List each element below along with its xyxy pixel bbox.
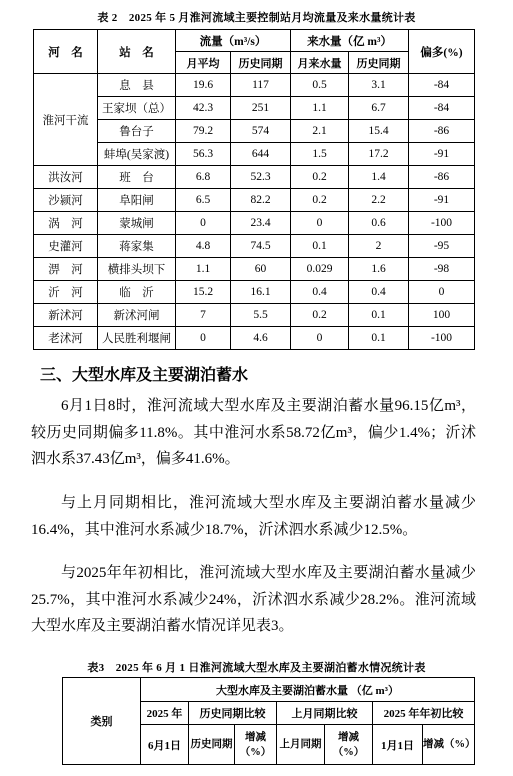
hist-volume-cell: 15.4 bbox=[349, 120, 409, 143]
volume-cell: 1.1 bbox=[291, 97, 349, 120]
station-cell: 人民胜利堰闸 bbox=[98, 327, 176, 350]
table-row bbox=[34, 120, 475, 143]
header-monthly-vol: 月来水量 bbox=[291, 52, 349, 74]
hist-volume-cell: 0.6 bbox=[349, 212, 409, 235]
flow-cell: 42.3 bbox=[176, 97, 231, 120]
station-cell: 蒋家集 bbox=[98, 235, 176, 258]
station-cell: 鲁台子 bbox=[98, 120, 176, 143]
volume-cell: 0 bbox=[291, 327, 349, 350]
header-deviation: 偏多(%) bbox=[409, 30, 475, 74]
hist-flow-cell: 574 bbox=[231, 120, 291, 143]
river-cell: 新沭河 bbox=[34, 304, 98, 327]
station-cell: 横排头坝下 bbox=[98, 258, 176, 281]
hist-flow-cell: 23.4 bbox=[231, 212, 291, 235]
hist-volume-cell: 0.4 bbox=[349, 281, 409, 304]
volume-cell: 0.2 bbox=[291, 166, 349, 189]
section-title: 三、大型水库及主要湖泊蓄水 bbox=[40, 367, 249, 384]
table-row bbox=[34, 97, 475, 120]
table-row bbox=[34, 304, 475, 327]
hist-volume-cell: 1.4 bbox=[349, 166, 409, 189]
hist-volume-cell: 17.2 bbox=[349, 143, 409, 166]
hist-volume-cell: 0.1 bbox=[349, 327, 409, 350]
paragraph: 与2025年年初相比，淮河流域大型水库及主要湖泊蓄水量减少25.7%，其中淮河水系减少24%，沂沭泗水系减少28.2%。淮河流域大型水库及主要湖泊蓄水情况详见表3。 bbox=[31, 565, 476, 634]
header-station: 站 名 bbox=[98, 30, 176, 74]
volume-cell: 0.1 bbox=[291, 235, 349, 258]
flow-cell: 15.2 bbox=[176, 281, 231, 304]
river-cell: 洪汝河 bbox=[34, 166, 98, 189]
river-cell: 涡 河 bbox=[34, 212, 98, 235]
header-volume: 来水量（亿 m³） bbox=[291, 30, 409, 52]
table3-storage-statistics bbox=[62, 677, 475, 765]
header-yearstart-compare: 2025 年年初比较 bbox=[373, 702, 475, 725]
hist-flow-cell: 74.5 bbox=[231, 235, 291, 258]
flow-cell: 56.3 bbox=[176, 143, 231, 166]
table-row bbox=[34, 281, 475, 304]
volume-cell: 0.4 bbox=[291, 281, 349, 304]
header-lastmonth-compare: 上月同期比较 bbox=[277, 702, 373, 725]
hist-flow-cell: 52.3 bbox=[231, 166, 291, 189]
header-category: 类别 bbox=[63, 678, 141, 765]
hist-flow-cell: 82.2 bbox=[231, 189, 291, 212]
deviation-cell: -98 bbox=[409, 258, 475, 281]
paragraph: 6月1日8时，淮河流域大型水库及主要湖泊蓄水量96.15亿m³，较历史同期偏多11.8%。其中淮河水系58.72亿m³，偏少1.4%；沂沭泗水系37.43亿m³，偏多41.6%。 bbox=[31, 398, 476, 467]
station-cell: 临 沂 bbox=[98, 281, 176, 304]
header-change-pct: 增减（%） bbox=[235, 725, 277, 765]
station-cell: 王家坝（总） bbox=[98, 97, 176, 120]
table2-body bbox=[34, 74, 475, 350]
flow-cell: 19.6 bbox=[176, 74, 231, 97]
table-row bbox=[34, 189, 475, 212]
deviation-cell: -100 bbox=[409, 212, 475, 235]
station-cell: 蒙城闸 bbox=[98, 212, 176, 235]
header-hist-same: 历史同期 bbox=[189, 725, 235, 765]
flow-cell: 0 bbox=[176, 212, 231, 235]
river-cell: 淠 河 bbox=[34, 258, 98, 281]
river-cell: 沙颍河 bbox=[34, 189, 98, 212]
volume-cell: 0.5 bbox=[291, 74, 349, 97]
volume-cell: 0 bbox=[291, 212, 349, 235]
deviation-cell: -84 bbox=[409, 74, 475, 97]
deviation-cell: -100 bbox=[409, 327, 475, 350]
header-jun1: 6月1日 bbox=[141, 725, 189, 765]
volume-cell: 0.2 bbox=[291, 189, 349, 212]
hist-volume-cell: 0.1 bbox=[349, 304, 409, 327]
table-row bbox=[34, 212, 475, 235]
volume-cell: 2.1 bbox=[291, 120, 349, 143]
header-storage-volume: 大型水库及主要湖泊蓄水量 （亿 m³） bbox=[141, 678, 475, 702]
station-cell: 蚌埠(吴家渡) bbox=[98, 143, 176, 166]
header-change-pct: 增减（%） bbox=[423, 725, 475, 765]
hist-flow-cell: 16.1 bbox=[231, 281, 291, 304]
hist-volume-cell: 2 bbox=[349, 235, 409, 258]
hist-flow-cell: 5.5 bbox=[231, 304, 291, 327]
station-cell: 阜阳闸 bbox=[98, 189, 176, 212]
table-row bbox=[34, 327, 475, 350]
flow-cell: 1.1 bbox=[176, 258, 231, 281]
hist-flow-cell: 117 bbox=[231, 74, 291, 97]
header-hist-compare: 历史同期比较 bbox=[189, 702, 277, 725]
hist-volume-cell: 3.1 bbox=[349, 74, 409, 97]
river-cell: 淮河干流 bbox=[34, 74, 98, 166]
header-2025: 2025 年 bbox=[141, 702, 189, 725]
volume-cell: 0.029 bbox=[291, 258, 349, 281]
deviation-cell: 100 bbox=[409, 304, 475, 327]
table-row bbox=[34, 143, 475, 166]
station-cell: 新沭河闸 bbox=[98, 304, 176, 327]
hist-volume-cell: 2.2 bbox=[349, 189, 409, 212]
header-flow: 流量（m³/s） bbox=[176, 30, 291, 52]
header-river: 河 名 bbox=[34, 30, 98, 74]
header-hist-same: 历史同期 bbox=[231, 52, 291, 74]
flow-cell: 79.2 bbox=[176, 120, 231, 143]
table2-flow-statistics bbox=[33, 29, 475, 350]
flow-cell: 6.5 bbox=[176, 189, 231, 212]
table-row bbox=[34, 258, 475, 281]
hist-volume-cell: 1.6 bbox=[349, 258, 409, 281]
deviation-cell: -86 bbox=[409, 120, 475, 143]
hist-flow-cell: 4.6 bbox=[231, 327, 291, 350]
paragraph: 与上月同期相比，淮河流域大型水库及主要湖泊蓄水量减少16.4%，其中淮河水系减少18.7%，沂沭泗水系减少12.5%。 bbox=[31, 495, 476, 538]
table-row bbox=[34, 166, 475, 189]
header-jan1: 1月1日 bbox=[373, 725, 423, 765]
volume-cell: 0.2 bbox=[291, 304, 349, 327]
hist-flow-cell: 644 bbox=[231, 143, 291, 166]
deviation-cell: 0 bbox=[409, 281, 475, 304]
flow-cell: 6.8 bbox=[176, 166, 231, 189]
deviation-cell: -91 bbox=[409, 143, 475, 166]
volume-cell: 1.5 bbox=[291, 143, 349, 166]
header-hist-same-vol: 历史同期 bbox=[349, 52, 409, 74]
header-change-pct: 增减（%） bbox=[325, 725, 373, 765]
deviation-cell: -86 bbox=[409, 166, 475, 189]
river-cell: 沂 河 bbox=[34, 281, 98, 304]
deviation-cell: -95 bbox=[409, 235, 475, 258]
flow-cell: 4.8 bbox=[176, 235, 231, 258]
flow-cell: 0 bbox=[176, 327, 231, 350]
table-row bbox=[34, 74, 475, 97]
table3-caption: 表3 2025 年 6 月 1 日淮河流域大型水库及主要湖泊蓄水情况统计表 bbox=[87, 662, 426, 674]
header-lastmonth-same: 上月同期 bbox=[277, 725, 325, 765]
flow-cell: 7 bbox=[176, 304, 231, 327]
station-cell: 班 台 bbox=[98, 166, 176, 189]
hist-flow-cell: 60 bbox=[231, 258, 291, 281]
hist-flow-cell: 251 bbox=[231, 97, 291, 120]
deviation-cell: -91 bbox=[409, 189, 475, 212]
hist-volume-cell: 6.7 bbox=[349, 97, 409, 120]
river-cell: 老沭河 bbox=[34, 327, 98, 350]
deviation-cell: -84 bbox=[409, 97, 475, 120]
table-row bbox=[34, 235, 475, 258]
river-cell: 史灌河 bbox=[34, 235, 98, 258]
station-cell: 息 县 bbox=[98, 74, 176, 97]
header-monthly-avg: 月平均 bbox=[176, 52, 231, 74]
table2-caption: 表 2 2025 年 5 月淮河流域主要控制站月均流量及来水量统计表 bbox=[97, 12, 416, 24]
